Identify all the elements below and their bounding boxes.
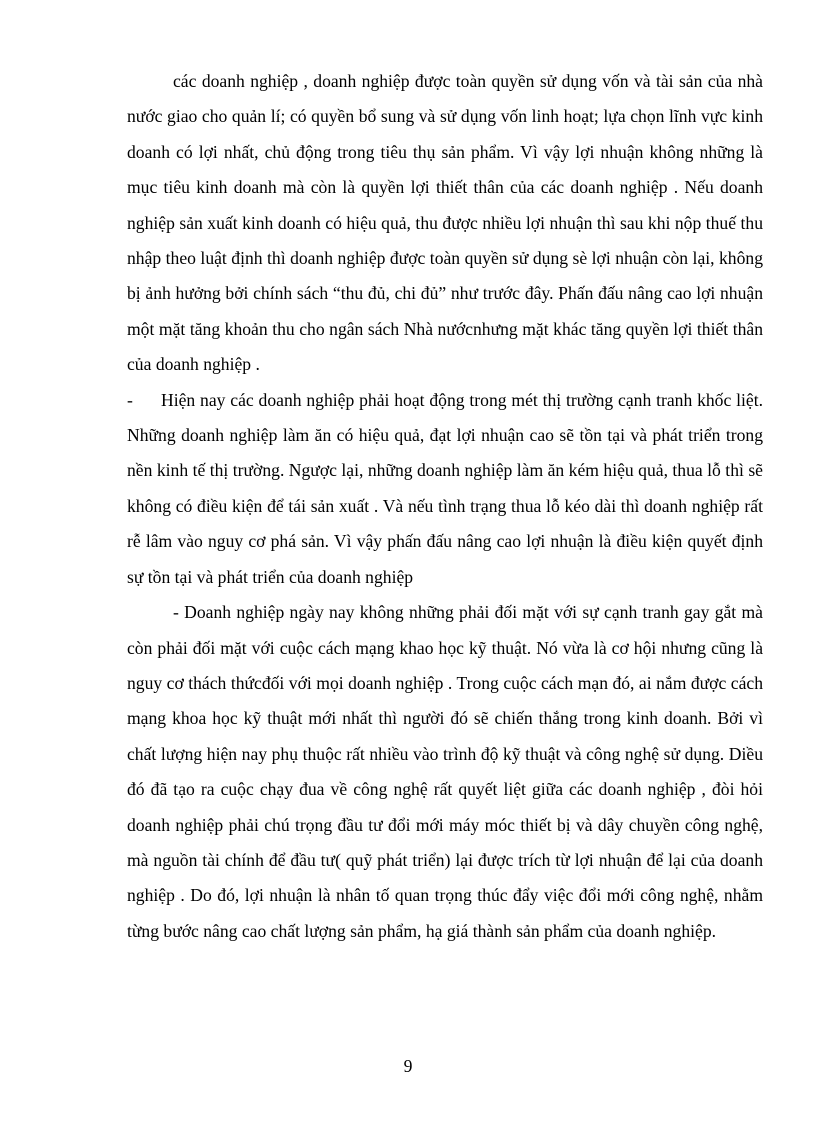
paragraph-3 [127, 595, 763, 949]
paragraph-1-text: các doanh nghiệp , doanh nghiệp được toàn quyền sử dụng vốn và tài sản của nhà nước giao cho quản lí; có quyền bổ sung và sử dụng vốn linh hoạt; lựa chọn lĩnh vực kinh doanh có lợi nhất, chủ động trong tiêu thụ sản phẩm. Vì vậy lợi nhuận không những là mục tiêu kinh doanh mà còn là quyền lợi thiết thân của các doanh nghiệp . Nếu doanh nghiệp sản xuất kinh doanh có hiệu quả, thu được nhiều lợi nhuận thì sau khi nộp thuế thu nhập theo luật định thì doanh nghiệp được toàn quyền sử dụng sè lợi nhuận còn lại, không bị ảnh hưởng bởi chính sách “thu đủ, chi đủ” như trước đây. Phấn đấu nâng cao lợi nhuận một mặt tăng khoản thu cho ngân sách Nhà nướcnhưng mặt khác tăng quyền lợi thiết thân của doanh nghiệp . [127, 71, 763, 375]
paragraph-2 [127, 383, 763, 595]
page-number: 9 [403, 1056, 413, 1076]
paragraph-1 [127, 64, 763, 383]
paragraph-2-text: Hiện nay các doanh nghiệp phải hoạt động trong mét thị trường cạnh tranh khốc liệt. Những doanh nghiệp làm ăn có hiệu quả, đạt lợi nhuận cao sẽ tồn tại và phát triển trong nền kinh tế thị trường. Ngược lại, những doanh nghiệp làm ăn kém hiệu quả, thua lỗ thì sẽ không có điều kiện để tái sản xuất . Và nếu tình trạng thua lỗ kéo dài thì doanh nghiệp rất rễ lâm vào nguy cơ phá sản. Vì vậy phấn đấu nâng cao lợi nhuận là điều kiện quyết định sự tồn tại và phát triển của doanh nghiệp [127, 389, 763, 587]
paragraph-3-text: - Doanh nghiệp ngày nay không những phải đối mặt với sự cạnh tranh gay gắt mà còn phải đối mặt với cuộc cách mạng khao học kỹ thuật. Nó vừa là cơ hội nhưng cũng là nguy cơ thách thứcđối với mọi doanh nghiệp . Trong cuộc cách mạn đó, ai nắm được cách mạng khoa học kỹ thuật mới nhất thì người đó sẽ chiến thắng trong kinh doanh. Bởi vì chất lượng hiện nay phụ thuộc rất nhiều vào trình độ kỹ thuật và công nghệ sử dụng. Diều đó đã tạo ra cuộc chạy đua về công nghệ rất quyết liệt giữa các doanh nghiệp , đòi hỏi doanh nghiệp phải chú trọng đầu tư đổi mới máy móc thiết bị và dây chuyền công nghệ, mà nguồn tài chính để đầu tư( quỹ phát triển) lại được trích từ lợi nhuận để lại của doanh nghiệp . Do đó, lợi nhuận là nhân tố quan trọng thúc đẩy việc đổi mới công nghệ, nhằm từng bước nâng cao chất lượng sản phẩm, hạ giá thành sản phẩm của doanh nghiệp. [127, 602, 763, 941]
bullet-dash: - [127, 389, 133, 410]
document-body [127, 64, 763, 949]
